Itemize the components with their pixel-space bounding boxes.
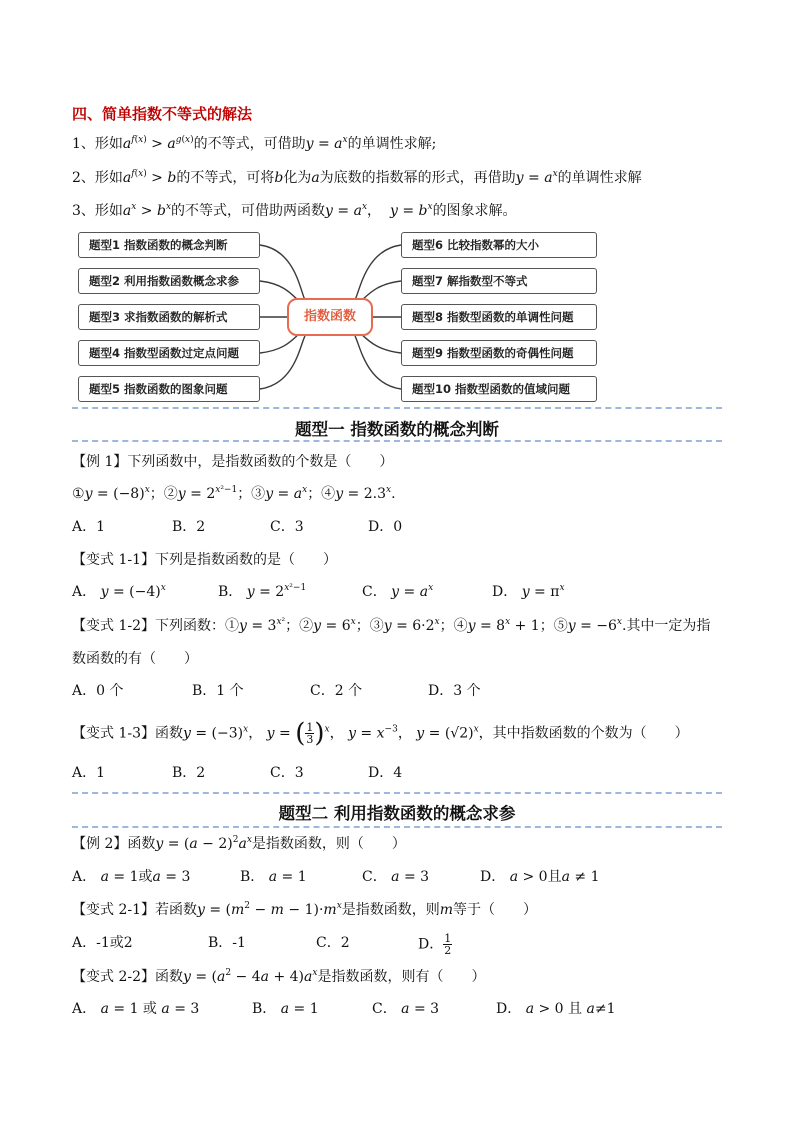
or-text: 或 [138,869,153,885]
variant-1-3-stem: 【变式 1-3】函数$y = (-3)^x$， y = ( $\frac{1}{3}$ )$^x$， $y = x^{-3}$， $y = (√2)^x$，其中指数函数的个数为（ ） [72,718,689,749]
or-text: 或 [138,1001,162,1017]
option-a-label: A． [72,1001,97,1017]
connector-left-5 [260,336,305,389]
mindmap-node-left-3: 题型3 求指数函数的解析式 [78,304,260,330]
connector-right-4 [360,333,401,353]
mindmap-node-right-4: 题型9 指数型函数的奇偶性问题 [401,340,597,366]
option-c[interactable]: C．3 [270,519,304,535]
section-title: 四、简单指数不等式的解法 [72,105,253,123]
rule-1-tail: 的单调性求解; [347,136,437,152]
option-b-label: B． [218,584,243,600]
option-c-label: C． [362,869,387,885]
variant-1-2-stem-line2: 数函数的有（ ） [72,651,198,667]
connector-left-4 [260,333,300,353]
option-d-label: D． [480,869,506,885]
option-a[interactable]: A．1 [72,519,106,535]
option-c[interactable]: C． a = 3 [362,869,430,885]
option-b[interactable]: B．2 [172,519,206,535]
rule-3-lead: 3、形如 [72,203,123,219]
rule-2-mid: 的不等式，可将 [176,170,275,186]
option-a[interactable]: A． $y = (-4)^x$ [72,583,166,600]
option-d[interactable]: D．4 [368,765,403,781]
mindmap-node-left-2: 题型2 利用指数函数概念求参 [78,268,260,294]
option-d[interactable]: D． $y = \pi^x$ [492,583,565,600]
option-c[interactable]: C． $y = a^x$ [362,583,434,600]
and-text: 且 [547,869,562,885]
and-text: 且 [563,1001,587,1017]
rule-1-lead: 1、形如 [72,136,123,152]
option-d-label: D． [496,1001,522,1017]
rule-2-mid3: 为底数的指数幂的形式，再借助 [319,170,516,186]
heading-part-2: 题型二 利用指数函数的概念求参 [278,804,516,823]
rule-2-a: a [311,170,320,186]
variant-1-3-tail: ，其中指数函数的个数为（ ） [478,725,689,742]
mindmap-node-right-3: 题型8 指数型函数的单调性问题 [401,304,597,330]
divider [72,826,722,828]
mindmap-node-left-5: 题型5 指数函数的图象问题 [78,376,260,402]
connector-right-5 [355,336,401,389]
variant-2-1-tail: 等于（ ） [453,902,538,918]
rule-2-lead: 2、形如 [72,170,123,186]
variant-2-2-tail: 是指数函数，则有（ ） [317,969,486,985]
mindmap-node-right-2: 题型7 解指数型不等式 [401,268,597,294]
option-b[interactable]: B． $y = 2^{x^2-1}$ [218,583,307,600]
option-c[interactable]: C．2 个 [310,683,363,699]
mindmap-center: 指数函数 [287,298,373,336]
rule-3-sep: ， [367,203,382,219]
example-1-items: ①y = $(-8)^x$；②y = $2^{x^2-1}$；③y = $a^x$；④y = $2.3^x$. [72,485,396,502]
divider [72,407,722,409]
example-2-stem: 【例 2】函数$y = (a - 2)^2a^x$是指数函数，则（ ） [72,835,406,852]
variant-2-1-mid: 是指数函数，则 [341,902,440,918]
variant-2-1-stem: 【变式 2-1】若函数$y = (m^2 - m - 1)\cdot m^x$是指数函数，则m等于（ ） [72,901,538,918]
option-d[interactable]: D． $\frac{1}{2}$ [418,932,452,957]
mindmap-node-left-4: 题型4 指数型函数过定点问题 [78,340,260,366]
option-b[interactable]: B． a = 1 [240,869,307,885]
rule-3: 3、形如$a^x > b^x$的不等式，可借助两函数$y = a^x$， $y = b^x$的图象求解。 [72,202,517,219]
example-1-items-tail: . [391,486,396,502]
option-a[interactable]: A． a = 1或a = 3 [72,869,191,885]
option-b-label: B． [252,1001,277,1017]
example-1-stem: 【例 1】下列函数中，是指数函数的个数是（ ） [72,454,394,470]
option-a-label: A． [72,584,97,600]
mindmap-node-right-5: 题型10 指数型函数的值域问题 [401,376,597,402]
variant-1-2-stem: 【变式 1-2】下列函数：①y = $3^{x^2}$；②y = $6^x$；③y = $6\cdot 2^x$；④y = $8^x + 1$；⑤y = $-6^x$.其中一定为指 [72,617,711,634]
example-2-lead: 【例 2】函数 [72,836,156,852]
option-d[interactable]: D． a > 0且a ≠ 1 [480,869,600,885]
option-b[interactable]: B． a = 1 [252,1001,319,1017]
option-d-label: D． [492,584,518,600]
connector-left-1 [260,245,305,300]
rule-3-tail: 的图象求解。 [432,203,517,219]
rule-1-mid: 的不等式，可借助 [193,136,306,152]
option-c[interactable]: C．3 [270,765,304,781]
option-b[interactable]: B．1 个 [192,683,244,699]
option-a[interactable]: A．-1或2 [72,935,133,951]
example-2-tail: 是指数函数，则（ ） [251,836,406,852]
heading-part-1: 题型一 指数函数的概念判断 [295,420,499,439]
variant-1-2-tail: 其中一定为指 [626,618,711,634]
option-c[interactable]: C．2 [316,935,350,951]
variant-1-2-lead: 【变式 1-2】下列函数： [72,618,225,634]
option-a[interactable]: A．1 [72,765,106,781]
connector-right-1 [355,245,401,300]
divider [72,792,722,794]
rule-1: 1、形如$a^{f(x)} > a^{g(x)}$的不等式，可借助$y = a^x$的单调性求解; [72,135,437,152]
option-b[interactable]: B．2 [172,765,206,781]
option-d[interactable]: D．3 个 [428,683,481,699]
variant-2-2-stem: 【变式 2-2】函数$y = (a^2 - 4a + 4)a^x$是指数函数，则有（ ） [72,968,486,985]
rule-2-tail: 的单调性求解 [557,170,642,186]
rule-3-mid: 的不等式，可借助两函数 [171,203,326,219]
mindmap-node-right-1: 题型6 比较指数幂的大小 [401,232,597,258]
option-d[interactable]: D．0 [368,519,403,535]
option-d[interactable]: D． a > 0 且 a≠1 [496,1001,616,1017]
option-d-label: D． [418,936,444,953]
variant-1-3-lead: 【变式 1-3】函数 [72,725,183,742]
option-b[interactable]: B．-1 [208,935,246,951]
option-c[interactable]: C． a = 3 [372,1001,440,1017]
option-c-label: C． [362,584,387,600]
variant-1-1-stem: 【变式 1-1】下列是指数函数的是（ ） [72,552,337,568]
rule-2-mid2: 化为 [283,170,312,186]
option-a-label: A． [72,869,97,885]
option-a[interactable]: A．0 个 [72,683,124,699]
divider [72,440,722,442]
rule-2: 2、形如$a^{f(x)} > b$的不等式，可将b化为a为底数的指数幂的形式，再借助$y = a^x$的单调性求解 [72,169,642,186]
rule-2-b: b [274,170,284,186]
variant-2-2-lead: 【变式 2-2】函数 [72,969,183,985]
option-a[interactable]: A． a = 1 或 a = 3 [72,1001,200,1017]
option-b-label: B． [240,869,265,885]
mindmap-node-left-1: 题型1 指数函数的概念判断 [78,232,260,258]
variant-2-1-lead: 【变式 2-1】若函数 [72,902,197,918]
option-c-label: C． [372,1001,397,1017]
